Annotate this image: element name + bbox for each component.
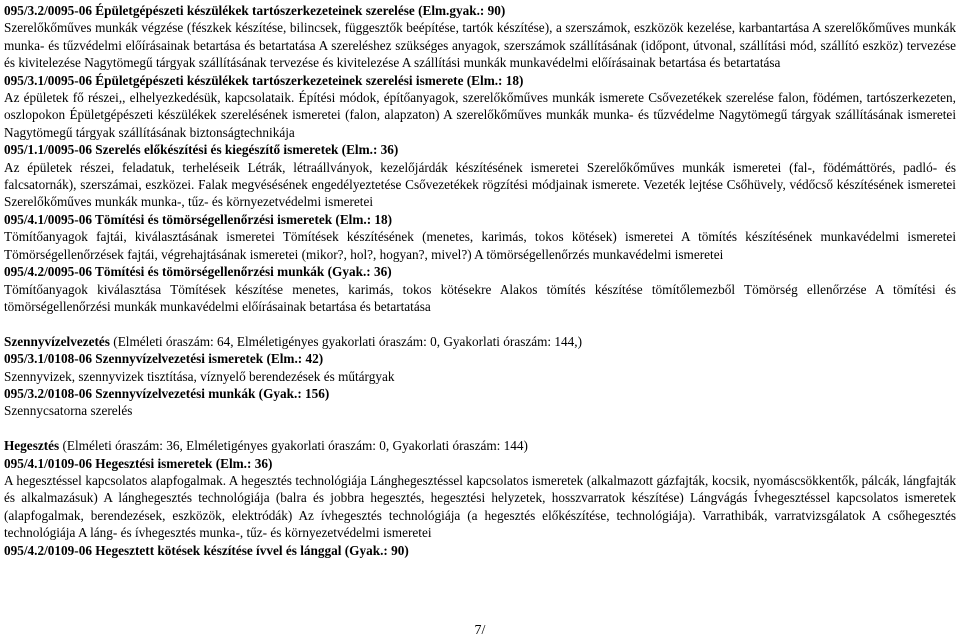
document-body — [4, 2, 956, 559]
page-number: 7/ — [474, 623, 486, 638]
section-heading — [4, 437, 956, 454]
section-title: Szennyvízelvezetés — [4, 333, 110, 349]
module-description: Az épületek részei, feladatuk, terheléseik Létrák, létraállványok, kezelőjárdák készítésének ismeretei Szerelőkőműves munkák ismeretei (fal-, födémáttörés, padló- és falcsatornák), szerszámai, eszközei. Falak megvésésének engedélyeztetése Csővezetékek rögzítési módjainak ismerete. Vezeték lejtése Csőhüvely, védőcső készítésének ismeretei Szerelőkőműves munkák munka-, tűz- és környezetvédelmi ismeretei — [4, 159, 956, 210]
section-hours: (Elméleti óraszám: 64, Elméletigényes gyakorlati óraszám: 0, Gyakorlati óraszám: 144,) — [109, 333, 583, 349]
section-heading — [4, 333, 956, 350]
module-description: Az épületek fő részei,, elhelyezkedésük, kapcsolataik. Építési módok, építőanyagok, szerelőkőműves munkák ismerete Csővezetékek szerelése falon, födémen, tartószerkezeten, oszlopokon Épületgépészeti készülékek szerelésének ismeretei (falon, alapzaton) A szerelőkőműves munkák munka- és tűzvédelme Nagytömegű tárgyak szállításának ismeretei Nagytömegű tárgyak szállításának biztonságtechnikája — [4, 90, 956, 140]
module-heading: 095/4.2/0109-06 Hegesztett kötések készítése ívvel és lánggal (Gyak.: 90) — [4, 542, 409, 558]
module-description: A hegesztéssel kapcsolatos alapfogalmak. A hegesztés technológiája Lánghegesztéssel kapcsolatos ismeretek (alkalmazott gázfajták, kocsik, nyomáscsökkentők, pálcák, lángfajták és alkalmazásuk) A lánghegesztés technológiája (balra és jobbra hegesztés, hegesztési helyzetek, hosszvarratok készítése) Lángvágás Ívhegesztéssel kapcsolatos ismeretek (alapfogalmak, berendezések, eszközök, elektródák) Az ívhegesztés technológiája (a hegesztés előkészítése, technológiája). Varrathibák, varratvizsgálatok A csőhegesztés technológiája A láng- és ívhegesztés munka-, tűz- és környezetvédelmi ismeretei — [4, 472, 956, 541]
module-heading: 095/3.1/0108-06 Szennyvízelvezetési ismeretek (Elm.: 42) — [4, 351, 324, 367]
module-heading: 095/4.1/0095-06 Tömítési és tömörségellenőrzési ismeretek (Elm.: 18) — [4, 211, 393, 227]
section-hours: (Elméleti óraszám: 36, Elméletigényes gyakorlati óraszám: 0, Gyakorlati óraszám: 144) — [59, 438, 528, 454]
blank-line — [4, 315, 956, 332]
module-heading: 095/3.1/0095-06 Épületgépészeti készülékek tartószerkezeteinek szerelési ismerete (Elm.: 18) — [4, 72, 524, 88]
module-description: Szennyvizek, szennyvizek tisztítása, víznyelő berendezések és műtárgyak — [4, 368, 395, 384]
module-description: Tömítőanyagok kiválasztása Tömítések készítése menetes, karimás, tokos kötésekre Alakos tömítés készítése tömítőlemezből Tömörség ellenőrzése A tömítési és tömörségellenőrzési munkák munkavédelmi előírásainak betartása és betartatása — [4, 281, 956, 314]
section-title: Hegesztés — [4, 438, 60, 454]
module-heading: 095/4.1/0109-06 Hegesztési ismeretek (Elm.: 36) — [4, 455, 273, 471]
module-description: Szerelőkőműves munkák végzése (fészkek készítése, bilincsek, függesztők beépítése, tartók készítése), a szerszámok, eszközök kezelése, karbantartása A szerelőkőműves munkák munka- és tűzvédelmi előírásainak betartása és betartatása A szereléshez szükséges anyagok, szerszámok szállításának (időpont, útvonal, szállítási mód, szállító eszköz) tervezése és kivitelezése Nagytömegű tárgyak szállításának tervezése és kivitelezése A szállítási munkák munkavédelmi előírásainak betartása és betartatása — [4, 20, 956, 71]
module-heading: 095/1.1/0095-06 Szerelés előkészítési és kiegészítő ismeretek (Elm.: 36) — [4, 142, 399, 158]
blank-line — [4, 420, 956, 437]
module-heading: 095/4.2/0095-06 Tömítési és tömörségellenőrzési munkák (Gyak.: 36) — [4, 264, 392, 280]
module-description: Szennycsatorna szerelés — [4, 403, 133, 419]
module-description: Tömítőanyagok fajtái, kiválasztásának ismeretei Tömítések készítésének (menetes, karimás, tokos kötések) ismeretei A tömítés készítésének munkavédelmi ismeretei Tömörségellenőrzések fajtái, végrehajtásának ismeretei (mikor?, hol?, hogyan?, mivel?) A tömörségellenőrzés munkavédelmi ismeretei — [4, 229, 956, 262]
module-heading: 095/3.2/0095-06 Épületgépészeti készülékek tartószerkezeteinek szerelése (Elm.gyak.: 90) — [4, 3, 506, 18]
module-heading: 095/3.2/0108-06 Szennyvízelvezetési munkák (Gyak.: 156) — [4, 385, 330, 401]
